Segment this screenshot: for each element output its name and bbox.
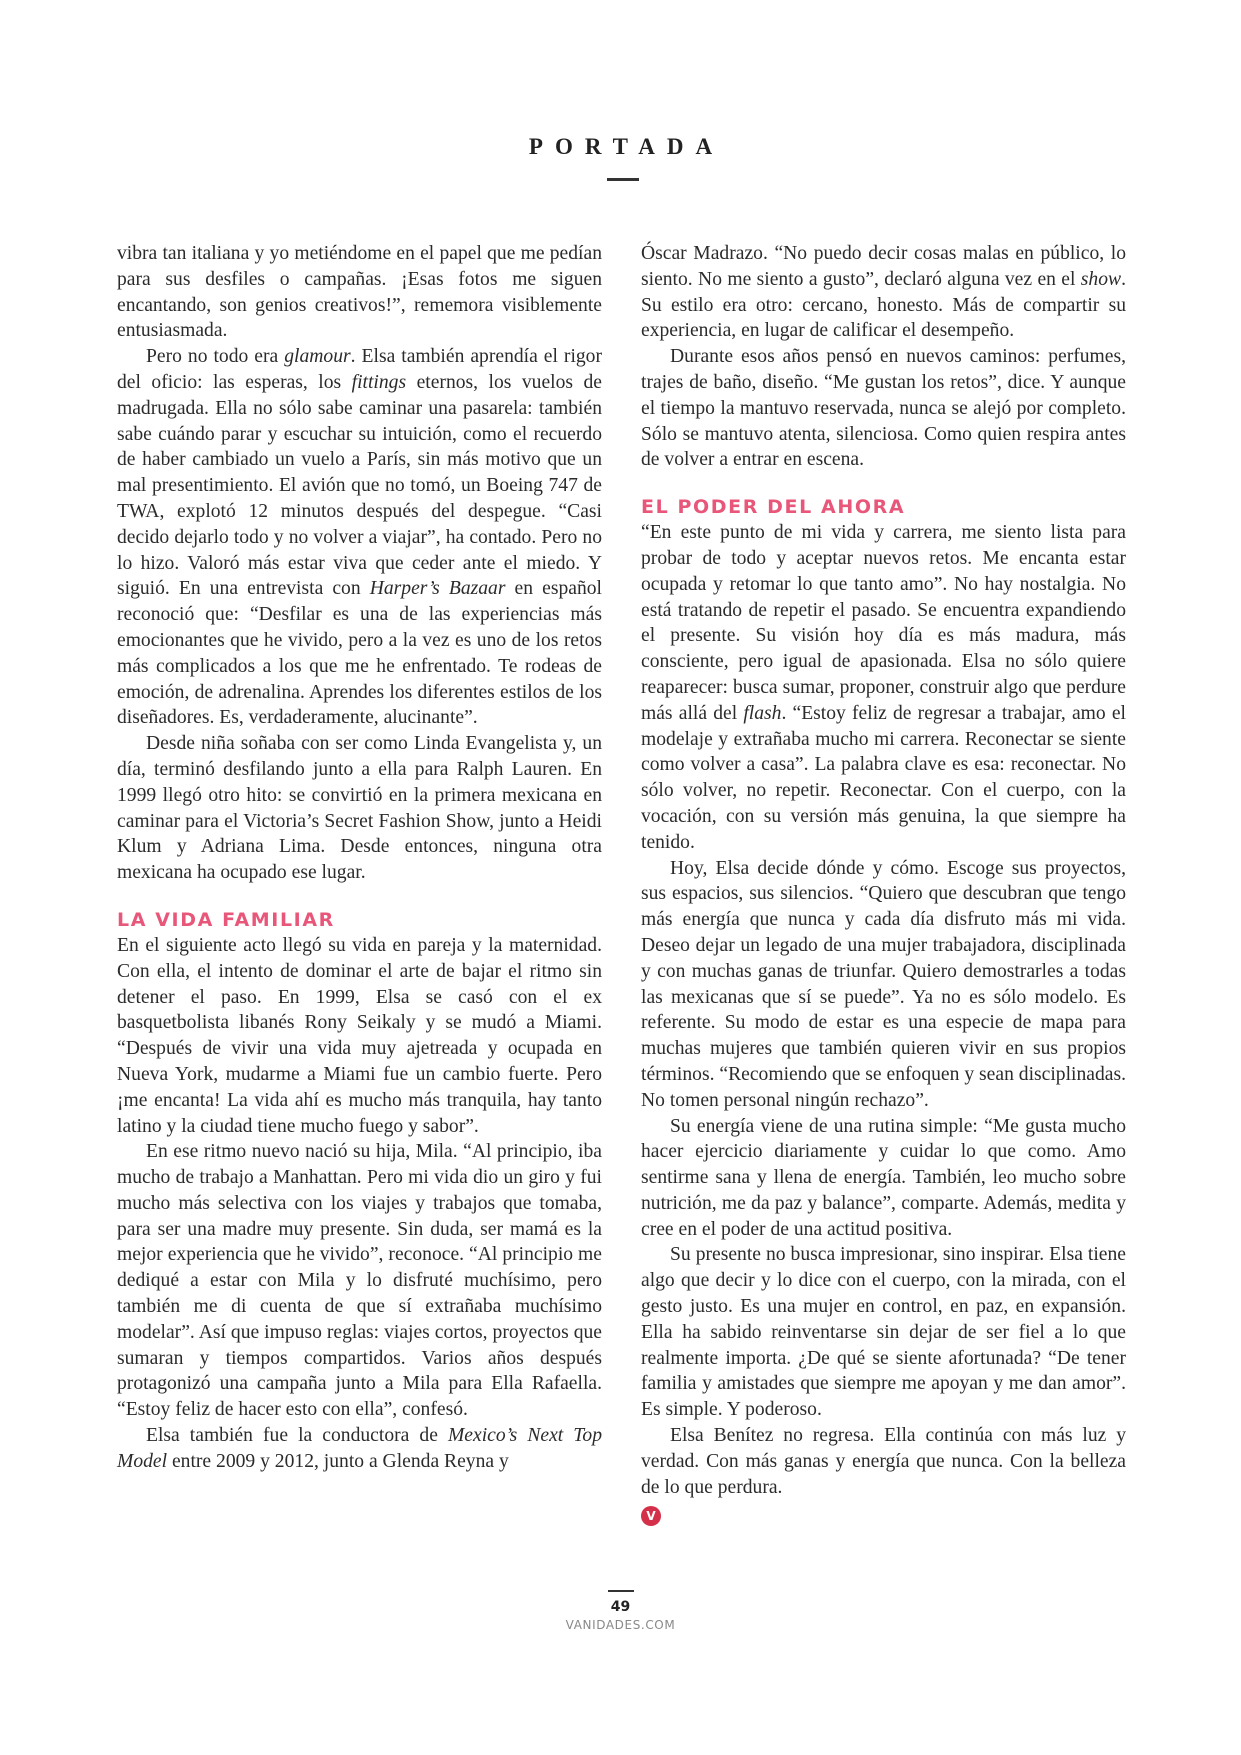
paragraph: Elsa Benítez no regresa. Ella continúa con más luz y verdad. Con más ganas y energía que nunca. Con la belleza de lo que perdura. [641, 1425, 1126, 1498]
paragraph: “En este punto de mi vida y carrera, me siento lista para probar de todo y aceptar nuevos retos. Me encanta estar ocupada y retomar lo que tanto amo”. No hay nostalgia. No está tratando de repetir el pasado. Se encuentra expandiendo el presente. Su visión hoy día es más madura, más consciente, pero igual de apasionada. Elsa no sólo quiere reaparecer: busca sumar, proponer, construir algo que perdure más allá del flash. “Estoy feliz de regresar a trabajar, amo el modelaje y extrañaba mucho mi carrera. Reconectar se siente como volver a casa”. La palabra clave es esa: reconectar. No sólo volver, no repetir. Reconectar. Con el cuerpo, con la vocación, con su versión más genuina, la que siempre ha tenido. [641, 522, 1126, 853]
paragraph: vibra tan italiana y yo metiéndome en el papel que me pedían para sus desfiles o campañas. ¡Esas fotos me siguen encantando, son genios creativos!”, rememora visiblemente entusiasmada. [117, 243, 602, 342]
article-column-right [641, 241, 1126, 1528]
paragraph: Desde niña soñaba con ser como Linda Evangelista y, un día, terminó desfilando junto a ella para Ralph Lauren. En 1999 llegó otro hito: se convirtió en la primera mexicana en caminar para el Victoria’s Secret Fashion Show, junto a Heidi Klum y Adriana Lima. Desde entonces, ninguna otra mexicana ha ocupado ese lugar. [117, 733, 602, 884]
paragraph: Su presente no busca impresionar, sino inspirar. Elsa tiene algo que decir y lo dice con el cuerpo, con la mirada, con el gesto justo. Es una mujer en control, en paz, en expansión. Ella ha sabido reinventarse sin dejar de ser fiel a lo que realmente importa. ¿De qué se siente afortunada? “De tener familia y amistades que siempre me apoyan y me dan amor”. Es simple. Y poderoso. [641, 1244, 1126, 1421]
page-footer [0, 1590, 1241, 1634]
page-number: 49 [610, 1599, 631, 1615]
paragraph: En el siguiente acto llegó su vida en pareja y la maternidad. Con ella, el intento de dominar el arte de bajar el ritmo sin detener el paso. En 1999, Elsa se casó con el ex basquetbolista libanés Rony Seikaly y se mudó a Miami. “Después de vivir una vida muy ajetreada y ocupada en Nueva York, mudarme a Miami fue un cambio fuerte. Pero ¡me encanta! La vida ahí es mucho más tranquila, hay tanto latino y la ciudad tiene mucho fuego y sabor”. [117, 934, 602, 1137]
end-of-article-icon: V [641, 1506, 661, 1526]
section-header: PORTADA [528, 134, 725, 159]
subheading: LA VIDA FAMILIAR [117, 908, 335, 931]
paragraph: Elsa también fue la conductora de Mexico’s Next Top Model entre 2009 y 2012, junto a Glenda Reyna y [117, 1425, 603, 1472]
header-rule [607, 178, 639, 181]
paragraph: Óscar Madrazo. “No puedo decir cosas malas en público, lo siento. No me siento a gusto”, declaró alguna vez en el show. Su estilo era otro: cercano, honesto. Más de compartir su experiencia, en lugar de calificar el desempeño. [641, 243, 1126, 342]
subheading: EL PODER DEL AHORA [641, 496, 906, 519]
article-column-left [117, 241, 602, 1475]
site-url: VANIDADES.COM [565, 1618, 676, 1632]
paragraph: Pero no todo era glamour. Elsa también aprendía el rigor del oficio: las esperas, los fittings eternos, los vuelos de madrugada. Ella no sólo sabe caminar una pasarela: también sabe cuándo parar y escuchar su intuición, como el recuerdo de haber cambiado un vuelo a París, sin más motivo que un mal presentimiento. El avión que no tomó, un Boeing 747 de TWA, explotó 12 minutos después del despegue. “Casi decido dejarlo todo y no volver a viajar”, ha contado. Pero no lo hizo. Valoró más estar viva que ceder ante el miedo. Y siguió. En una entrevista con Harper’s Bazaar en español reconoció que: “Desfilar es una de las experiencias más emocionantes que he vivido, pero a la vez es uno de los retos más complicados a los que me he enfrentado. Te rodeas de emoción, de adrenalina. Aprendes los diferentes estilos de los diseñadores. Es, verdaderamente, alucinante”. [117, 346, 603, 729]
paragraph: Hoy, Elsa decide dónde y cómo. Escoge sus proyectos, sus espacios, sus silencios. “Quiero que descubran que tengo más energía que nunca y cada día disfruto más mi vida. Deseo dejar un legado de una mujer trabajadora, disciplinada y con muchas ganas de triunfar. Quiero demostrarles a todas las mexicanas que sí se puede”. Ya no es sólo modelo. Es referente. Su modo de estar es una especie de mapa para muchas mujeres que también quieren vivir en sus propios términos. “Recomiendo que se enfoquen y sean disciplinadas. No tomen personal ningún rechazo”. [641, 857, 1126, 1111]
paragraph: Durante esos años pensó en nuevos caminos: perfumes, trajes de baño, diseño. “Me gustan los retos”, dice. Y aunque el tiempo la mantuvo reservada, nunca se alejó por completo. Sólo se mantuvo atenta, silenciosa. Como quien respira antes de volver a entrar en escena. [641, 346, 1126, 471]
paragraph: En ese ritmo nuevo nació su hija, Mila. “Al principio, iba mucho de trabajo a Manhattan. Pero mi vida dio un giro y fui mucho más selectiva con los viajes y trabajos que tomaba, para ser una madre muy presente. Sin duda, ser mamá es la mejor experiencia que he vivido”, reconoce. “Al principio me dediqué a estar con Mila y lo disfruté muchísimo, pero también me di cuenta de que sí extrañaba muchísimo modelar”. Así que impuso reglas: viajes cortos, proyectos que sumaran y tiempos compartidos. Varios años después protagonizó una campaña junto a Mila para Ella Rafaella. “Estoy feliz de hacer esto con ella”, confesó. [117, 1141, 602, 1421]
footer-rule [608, 1590, 634, 1592]
paragraph: Su energía viene de una rutina simple: “Me gusta mucho hacer ejercicio diariamente y cuidar lo que como. Amo sentirme sana y llena de energía. También, leo mucho sobre nutrición, me da paz y balance”, comparte. Además, medita y cree en el poder de una actitud positiva. [641, 1115, 1126, 1240]
